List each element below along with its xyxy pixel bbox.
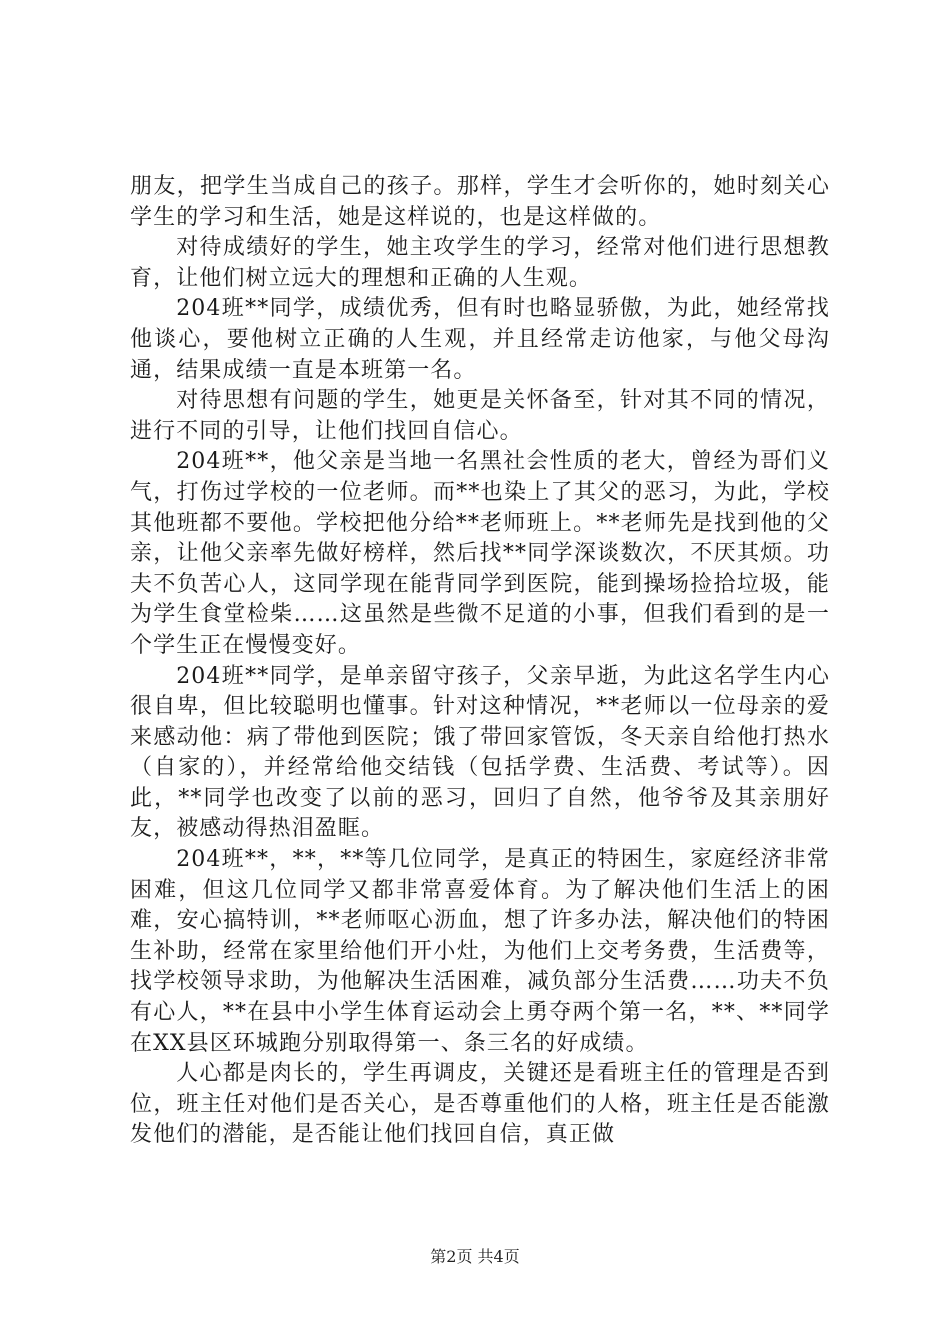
- paragraph-4: 对待思想有问题的学生，她更是关怀备至，针对其不同的情况，进行不同的引导，让他们找回自信心。: [130, 388, 830, 444]
- document-body: [130, 172, 830, 1151]
- paragraph-5: 204班**，他父亲是当地一名黑社会性质的老大，曾经为哥们义气，打伤过学校的一位老师。而**也染上了其父的恶习，为此，学校其他班都不要他。学校把他分给**老师班上。**老师先是找到他的父亲，让他父亲率先做好榜样，然后找**同学深谈数次，不厌其烦。功夫不负苦心人，这同学现在能背同学到医院，能到操场捡拾垃圾，能为学生食堂检柴……这虽然是些微不足道的小事，但我们看到的是一个学生正在慢慢变好。: [130, 449, 830, 658]
- paragraph-2: 对待成绩好的学生，她主攻学生的学习，经常对他们进行思想教育，让他们树立远大的理想和正确的人生观。: [130, 235, 830, 291]
- paragraph-3: 204班**同学，成绩优秀，但有时也略显骄傲，为此，她经常找他谈心，要他树立正确的人生观，并且经常走访他家，与他父母沟通，结果成绩一直是本班第一名。: [130, 296, 830, 383]
- page-footer: 第2页 共4页: [430, 1247, 520, 1266]
- paragraph-7: 204班**，**，**等几位同学，是真正的特困生，家庭经济非常困难，但这几位同学又都非常喜爱体育。为了解决他们生活上的困难，安心搞特训，**老师呕心沥血，想了许多办法，解决他们的特困生补助，经常在家里给他们开小灶，为他们上交考务费，生活费等，找学校领导求助，为他解决生活困难，减负部分生活费……功夫不负有心人，**在县中小学生体育运动会上勇夺两个第一名，**、**同学在XX县区环城跑分别取得第一、条三名的好成绩。: [130, 847, 830, 1056]
- paragraph-6: 204班**同学，是单亲留守孩子，父亲早逝，为此这名学生内心很自卑，但比较聪明也懂事。针对这种情况，**老师以一位母亲的爱来感动他：病了带他到医院；饿了带回家管饭，冬天亲自给他打热水（自家的），并经常给他交结钱（包括学费、生活费、考试等）。因此，**同学也改变了以前的恶习，回归了自然，他爷爷及其亲朋好友，被感动得热泪盈眶。: [130, 663, 830, 842]
- paragraph-8: 人心都是肉长的，学生再调皮，关键还是看班主任的管理是否到位，班主任对他们是否关心，是否尊重他们的人格，班主任是否能激发他们的潜能，是否能让他们找回自信，真正做: [130, 1061, 830, 1148]
- paragraph-1: 朋友，把学生当成自己的孩子。那样，学生才会听你的，她时刻关心学生的学习和生活，她是这样说的，也是这样做的。: [130, 174, 830, 230]
